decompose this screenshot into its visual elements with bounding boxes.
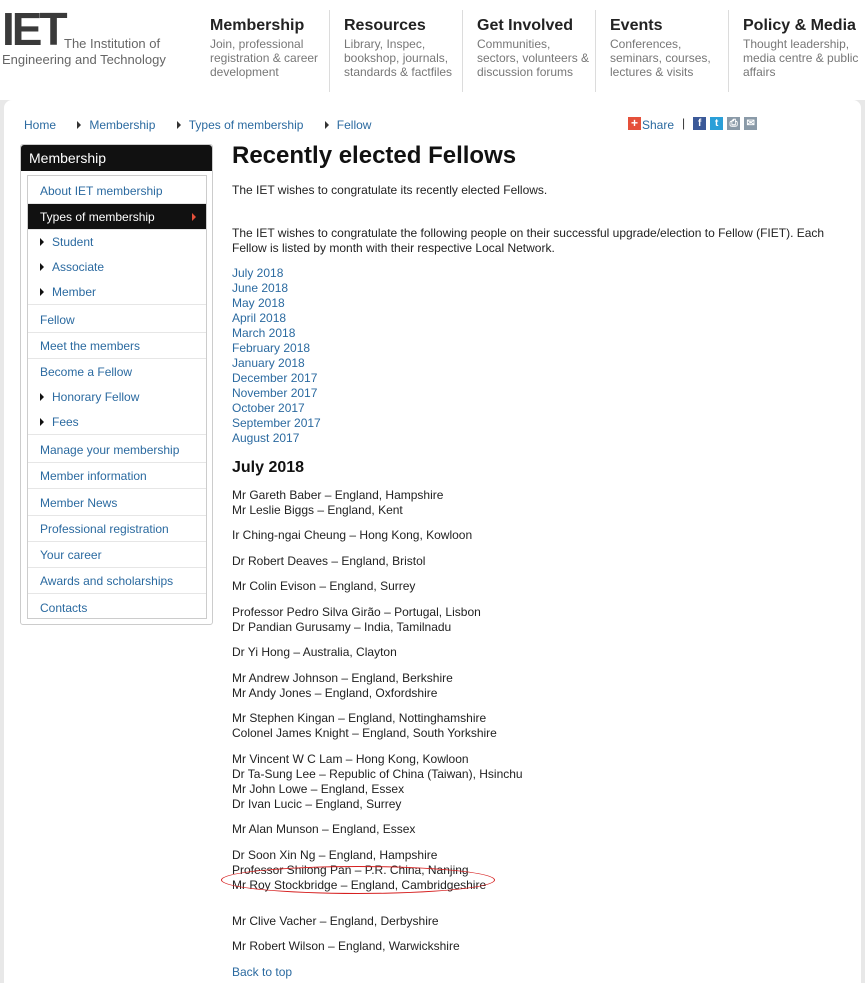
fellow-entry: Mr Robert Wilson – England, Warwickshire <box>232 939 460 953</box>
share-bar <box>628 115 761 131</box>
month-link[interactable]: August 2017 <box>232 431 300 445</box>
nav-membership[interactable] <box>196 10 328 92</box>
fellow-entry: Mr Vincent W C Lam – Hong Kong, Kowloon <box>232 752 469 766</box>
sidebar-item-member[interactable] <box>28 280 206 305</box>
nav-desc: Library, Inspec, bookshop, journals, standards & factfiles <box>344 37 453 79</box>
fellow-entry-highlighted: Professor Shilong Pan – P.R. China, Nanjing <box>232 863 469 877</box>
fellow-entry: Professor Pedro Silva Girão – Portugal, Lisbon <box>232 605 481 619</box>
nav-get-involved[interactable] <box>462 10 595 92</box>
sidebar-item-label: Member <box>52 285 97 299</box>
fellow-group <box>232 671 453 701</box>
nav-policy-media[interactable] <box>728 10 861 92</box>
sidebar-menu <box>27 175 207 619</box>
breadcrumb-separator-icon <box>325 121 329 129</box>
logo-mark: IET <box>2 3 65 55</box>
month-link[interactable]: April 2018 <box>232 311 287 325</box>
sidebar-item-manage-membership[interactable]: Manage your membership <box>28 437 206 463</box>
sidebar-item-become-a-fellow[interactable]: Become a Fellow <box>40 365 133 379</box>
sidebar <box>20 144 213 625</box>
nav-title: Policy & Media <box>743 17 856 34</box>
month-link[interactable]: September 2017 <box>232 416 321 430</box>
sidebar-item-professional-registration[interactable]: Professional registration <box>28 516 206 542</box>
arrow-right-icon <box>192 213 196 221</box>
fellow-group <box>232 488 443 518</box>
triangle-right-icon <box>40 263 44 271</box>
sidebar-item-fellow[interactable]: Fellow <box>28 307 206 333</box>
sidebar-item-honorary-fellow[interactable] <box>28 385 206 410</box>
fellow-entry: Mr Andrew Johnson – England, Berkshire <box>232 671 453 685</box>
breadcrumb-separator-icon <box>177 121 181 129</box>
month-link[interactable]: March 2018 <box>232 326 296 340</box>
nav-title: Get Involved <box>477 17 574 34</box>
fellow-entry: Colonel James Knight – England, South Yorkshire <box>232 726 497 740</box>
facebook-icon[interactable]: f <box>693 117 706 130</box>
highlight-circle-annotation <box>221 866 495 894</box>
print-icon[interactable]: ⎙ <box>727 117 740 130</box>
fellow-entry: Mr Colin Evison – England, Surrey <box>232 579 416 593</box>
breadcrumb <box>24 118 371 132</box>
sidebar-item-awards[interactable]: Awards and scholarships <box>28 568 206 594</box>
sidebar-item-fees[interactable] <box>28 410 206 435</box>
fellow-group <box>232 822 415 837</box>
fellow-entry: Mr Gareth Baber – England, Hampshire <box>232 488 444 502</box>
sidebar-item-label: Student <box>52 235 94 249</box>
triangle-right-icon <box>40 238 44 246</box>
sidebar-item-about[interactable]: About IET membership <box>28 178 206 204</box>
sidebar-item-meet-the-members[interactable]: Meet the members <box>28 333 206 359</box>
month-link[interactable]: July 2018 <box>232 266 284 280</box>
month-link[interactable]: October 2017 <box>232 401 305 415</box>
fellow-entry: Ir Ching-ngai Cheung – Hong Kong, Kowloon <box>232 528 473 542</box>
share-divider: | <box>682 116 686 130</box>
fellow-entry: Mr Stephen Kingan – England, Nottinghamshire <box>232 711 487 725</box>
sidebar-item-contacts[interactable]: Contacts <box>40 601 88 615</box>
breadcrumb-types[interactable]: Types of membership <box>188 118 304 132</box>
sidebar-item-types-of-membership[interactable] <box>28 204 206 230</box>
fellow-entry: Dr Robert Deaves – England, Bristol <box>232 554 426 568</box>
breadcrumb-home[interactable]: Home <box>24 118 57 132</box>
fellow-entry: Mr Alan Munson – England, Essex <box>232 822 416 836</box>
fellow-entry: Mr John Lowe – England, Essex <box>232 782 405 796</box>
month-link[interactable]: November 2017 <box>232 386 318 400</box>
fellow-entry: Dr Pandian Gurusamy – India, Tamilnadu <box>232 620 452 634</box>
site-header <box>0 0 865 100</box>
nav-title: Events <box>610 17 663 34</box>
month-link[interactable]: May 2018 <box>232 296 285 310</box>
fellow-group <box>232 914 439 929</box>
sidebar-item-your-career[interactable]: Your career <box>28 542 206 568</box>
logo-line-1: The Institution of <box>64 36 161 51</box>
fellow-entry: Mr Andy Jones – England, Oxfordshire <box>232 686 438 700</box>
sidebar-item-member-news[interactable]: Member News <box>28 490 206 516</box>
nav-desc: Conferences, seminars, courses, lectures & visits <box>610 37 711 79</box>
fellow-group <box>232 605 481 635</box>
sidebar-heading: Membership <box>21 145 212 171</box>
fellow-entry: Mr Leslie Biggs – England, Kent <box>232 503 403 517</box>
fellow-group <box>232 645 397 660</box>
nav-title: Membership <box>210 17 305 34</box>
month-link[interactable]: January 2018 <box>232 356 305 370</box>
month-links <box>232 266 321 446</box>
nav-resources[interactable] <box>329 10 462 92</box>
nav-desc: Communities, sectors, volunteers & discussion forums <box>477 37 590 79</box>
sidebar-item-label: Fees <box>52 415 79 429</box>
nav-desc: Thought leadership, media centre & public affairs <box>743 37 859 79</box>
month-link[interactable]: June 2018 <box>232 281 289 295</box>
fellow-group <box>232 711 497 741</box>
back-to-top-link[interactable]: Back to top <box>232 965 293 979</box>
sidebar-item-label: Types of membership <box>40 210 155 224</box>
triangle-right-icon <box>40 393 44 401</box>
sidebar-item-label: Associate <box>52 260 105 274</box>
share-plus-icon[interactable]: + <box>628 117 641 130</box>
sidebar-item-associate[interactable] <box>28 255 206 280</box>
triangle-right-icon <box>40 288 44 296</box>
share-link[interactable]: Share <box>642 118 675 132</box>
fellow-entry: Dr Yi Hong – Australia, Clayton <box>232 645 397 659</box>
month-link[interactable]: December 2017 <box>232 371 318 385</box>
breadcrumb-membership[interactable]: Membership <box>89 118 156 132</box>
fellow-entry: Dr Ivan Lucic – England, Surrey <box>232 797 402 811</box>
intro-text: The IET wishes to congratulate its recently elected Fellows. <box>232 183 548 197</box>
fellow-entry: Mr Clive Vacher – England, Derbyshire <box>232 914 439 928</box>
logo-line-2: Engineering and Technology <box>2 52 166 67</box>
fellow-group <box>232 579 415 594</box>
page-title: Recently elected Fellows <box>232 142 517 169</box>
month-link[interactable]: February 2018 <box>232 341 311 355</box>
triangle-right-icon <box>40 418 44 426</box>
fellow-entry: Mr Roy Stockbridge – England, Cambridgeshire <box>232 878 487 892</box>
nav-events[interactable] <box>595 10 728 92</box>
section-heading: July 2018 <box>232 459 305 476</box>
email-icon[interactable]: ✉ <box>744 117 757 130</box>
nav-title: Resources <box>344 17 426 34</box>
sidebar-item-label: Honorary Fellow <box>52 390 140 404</box>
fellow-entry: Dr Ta-Sung Lee – Republic of China (Taiwan), Hsinchu <box>232 767 523 781</box>
fellow-group <box>232 528 472 543</box>
breadcrumb-fellow[interactable]: Fellow <box>336 118 372 132</box>
iet-logo[interactable] <box>2 3 172 70</box>
twitter-icon[interactable]: t <box>710 117 723 130</box>
fellow-group <box>232 939 460 954</box>
main-content <box>232 140 842 979</box>
fellow-entry: Dr Soon Xin Ng – England, Hampshire <box>232 848 438 862</box>
nav-desc: Join, professional registration & career development <box>210 37 319 79</box>
fellow-group <box>232 752 523 812</box>
sidebar-item-student[interactable] <box>28 230 206 255</box>
sidebar-item-member-information[interactable]: Member information <box>28 463 206 489</box>
breadcrumb-separator-icon <box>77 121 81 129</box>
description-text: The IET wishes to congratulate the following people on their successful upgrade/election to Fellow (FIET). Each Fellow is listed by month with their respective Local Network. <box>232 226 825 255</box>
fellow-group <box>232 554 425 569</box>
